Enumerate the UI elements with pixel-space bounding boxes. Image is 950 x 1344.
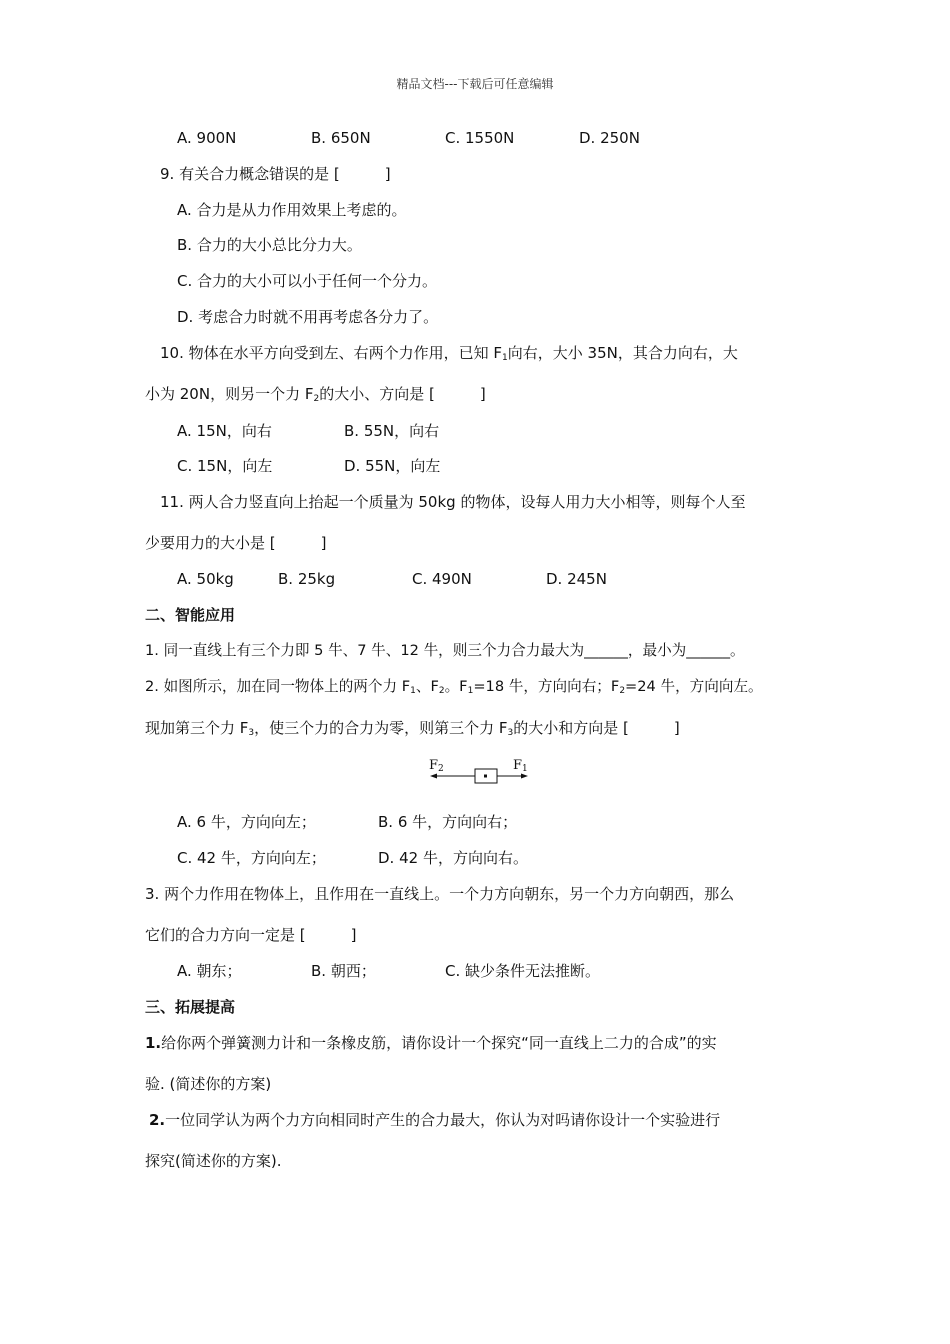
right-arrowhead xyxy=(521,774,528,779)
q11-stem-line2: 少要用力的大小是 [ ] xyxy=(145,534,327,552)
q10-option-b: B. 55N，向右 xyxy=(344,422,440,440)
force-diagram-svg xyxy=(424,756,534,786)
s2-q3-option-c: C. 缺少条件无法推断。 xyxy=(445,962,601,980)
left-arrowhead xyxy=(430,774,437,779)
q11-stem-line1: 11. 两人合力竖直向上抬起一个质量为 50kg 的物体，设每人用力大小相等，则每个人至 xyxy=(160,493,746,511)
s2-q3-line1: 3. 两个力作用在物体上，且作用在一直线上。一个力方向朝东，另一个力方向朝西，那么 xyxy=(145,885,735,903)
q10-option-a: A. 15N，向右 xyxy=(177,422,272,440)
q8-option-b: B. 650N xyxy=(311,129,371,147)
s2-q2-line2: 现加第三个力 $F_3$，使三个力的合力为零，则第三个力 $F_3$的大小和方向是 [ ] xyxy=(145,719,680,738)
q9-stem: 9. 有关合力概念错误的是 [ ] xyxy=(160,165,391,183)
s3-q1-line1: 1.给你两个弹簧测力计和一条橡皮筋，请你设计一个探究“同一直线上二力的合成”的实 xyxy=(145,1034,717,1052)
s2-q2-option-a: A. 6 牛，方向向左； xyxy=(177,813,316,831)
f1-label: F1 xyxy=(513,758,528,774)
s3-q1-line2: 验. (简述你的方案) xyxy=(145,1075,272,1093)
q9-option-a: A. 合力是从力作用效果上考虑的。 xyxy=(177,201,407,219)
section2-title: 二、智能应用 xyxy=(145,606,236,624)
s2-q1: 1. 同一直线上有三个力即 5 牛、7 牛、12 牛，则三个力合力最大为______，最小为______。 xyxy=(145,642,745,659)
s2-q3-option-a: A. 朝东； xyxy=(177,962,242,980)
q10-option-d: D. 55N，向左 xyxy=(344,457,441,475)
q8-option-a: A. 900N xyxy=(177,129,237,147)
q9-option-b: B. 合力的大小总比分力大。 xyxy=(177,236,362,254)
s2-q2-line1: 2. 如图所示，加在同一物体上的两个力 $F_1$、$F_2$。$F_1=18$ 牛，方向向右；$F_2=24$ 牛，方向向左。 xyxy=(145,678,763,696)
page-header: 精品文档---下载后可任意编辑 xyxy=(396,77,554,91)
s2-q2-option-c: C. 42 牛，方向向左； xyxy=(177,849,326,867)
q11-option-c: C. 490N xyxy=(412,570,472,588)
s2-q2-option-b: B. 6 牛，方向向右； xyxy=(378,813,518,831)
s2-q3-option-b: B. 朝西； xyxy=(311,962,376,980)
q8-option-c: C. 1550N xyxy=(445,129,515,147)
s3-q2-line1: 2.一位同学认为两个力方向相同时产生的合力最大，你认为对吗请你设计一个实验进行 xyxy=(149,1111,721,1129)
q10-option-c: C. 15N，向左 xyxy=(177,457,273,475)
q11-option-b: B. 25kg xyxy=(278,570,336,588)
f2-label: F2 xyxy=(429,758,444,774)
s2-q2-option-d: D. 42 牛，方向向右。 xyxy=(378,849,528,867)
q8-option-d: D. 250N xyxy=(579,129,640,147)
q10-stem-line1: 10. 物体在水平方向受到左、右两个力作用，已知 $F_1$向右，大小 35N，其合力向右，大 xyxy=(160,344,738,363)
q9-option-c: C. 合力的大小可以小于任何一个分力。 xyxy=(177,272,438,290)
q9-option-d: D. 考虑合力时就不用再考虑各分力了。 xyxy=(177,308,439,326)
object-center-dot xyxy=(484,775,487,778)
s3-q2-line2: 探究(简述你的方案). xyxy=(145,1152,282,1170)
force-diagram xyxy=(424,756,534,786)
q11-option-d: D. 245N xyxy=(546,570,607,588)
section3-title: 三、拓展提高 xyxy=(145,998,236,1016)
q10-stem-line2: 小为 20N，则另一个力 $F_2$的大小、方向是 [ ] xyxy=(145,385,486,404)
s2-q3-line2: 它们的合力方向一定是 [ ] xyxy=(145,926,357,944)
q11-option-a: A. 50kg xyxy=(177,570,234,588)
